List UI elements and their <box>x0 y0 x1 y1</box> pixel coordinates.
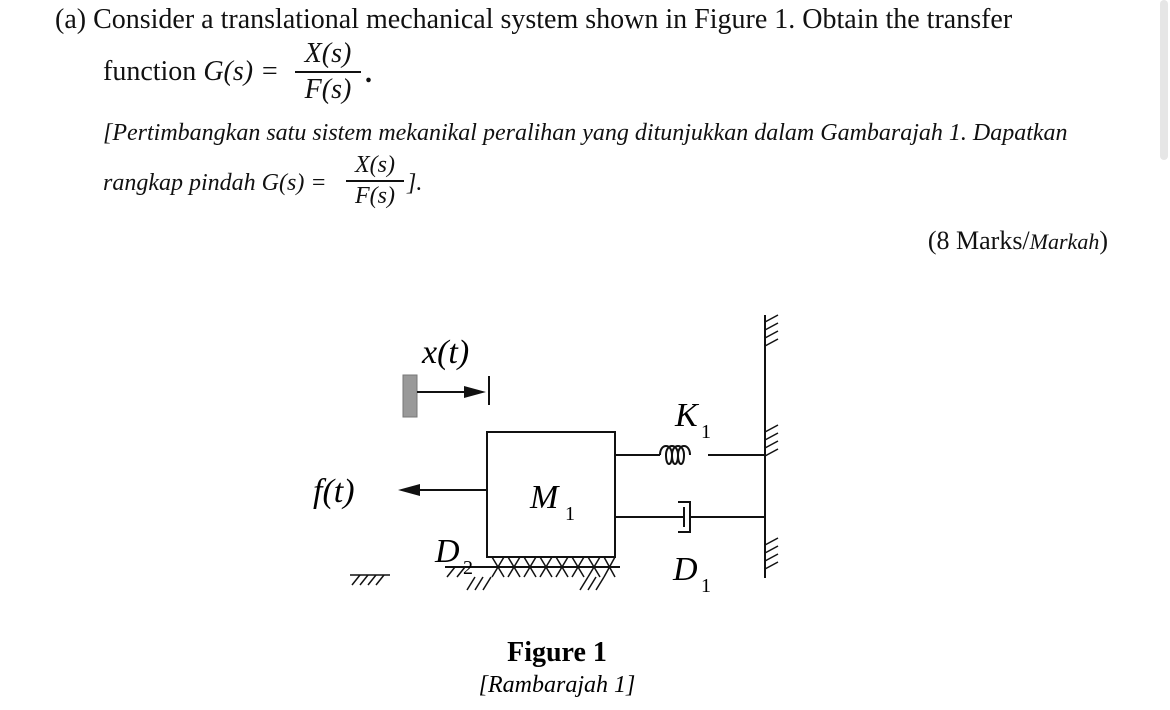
force-label: f(t) <box>313 473 355 510</box>
malay-prefix: rangkap pindah <box>103 170 256 196</box>
question-period: . <box>365 58 372 89</box>
friction-label: D <box>435 533 460 570</box>
marks-label: (8 Marks/Markah) <box>927 226 1108 255</box>
malay-text-line1: [Pertimbangkan satu sistem mekanikal peralihan yang ditunjukkan dalam Gambarajah 1. Dapatkan <box>103 120 1068 146</box>
mass-label-sub: 1 <box>565 503 575 525</box>
spring-coil <box>660 446 690 464</box>
displacement-label: x(t) <box>422 334 470 371</box>
damper-label: D <box>673 551 698 588</box>
malay-lhs: G(s) = <box>261 170 327 196</box>
malay-fraction-denominator: F(s) <box>355 183 395 209</box>
question-label: (a) <box>55 4 87 35</box>
spring-label-sub: 1 <box>701 421 711 443</box>
damper-label-sub: 1 <box>701 575 711 597</box>
displacement-indicator <box>403 375 489 417</box>
transfer-function-lhs: G(s) = <box>203 56 279 87</box>
figure-caption: Figure 1 <box>507 637 607 668</box>
function-word: function <box>103 56 197 87</box>
friction-label-sub: 2 <box>463 557 473 579</box>
malay-fraction-numerator: X(s) <box>355 152 395 178</box>
scrollbar[interactable] <box>1160 0 1168 160</box>
wall-hatch <box>765 315 778 569</box>
figure-caption-malay: [Rambarajah 1] <box>478 672 636 698</box>
mass-label: M <box>530 479 559 516</box>
question-text-line1: Consider a translational mechanical system shown in Figure 1. Obtain the transfer <box>93 4 1013 35</box>
spring-label: K <box>675 397 698 434</box>
fraction-numerator: X(s) <box>304 38 352 69</box>
ground-hatch-left <box>350 575 390 585</box>
malay-suffix: ]. <box>407 170 423 196</box>
fraction-denominator: F(s) <box>304 74 352 105</box>
force-arrowhead <box>398 484 420 496</box>
